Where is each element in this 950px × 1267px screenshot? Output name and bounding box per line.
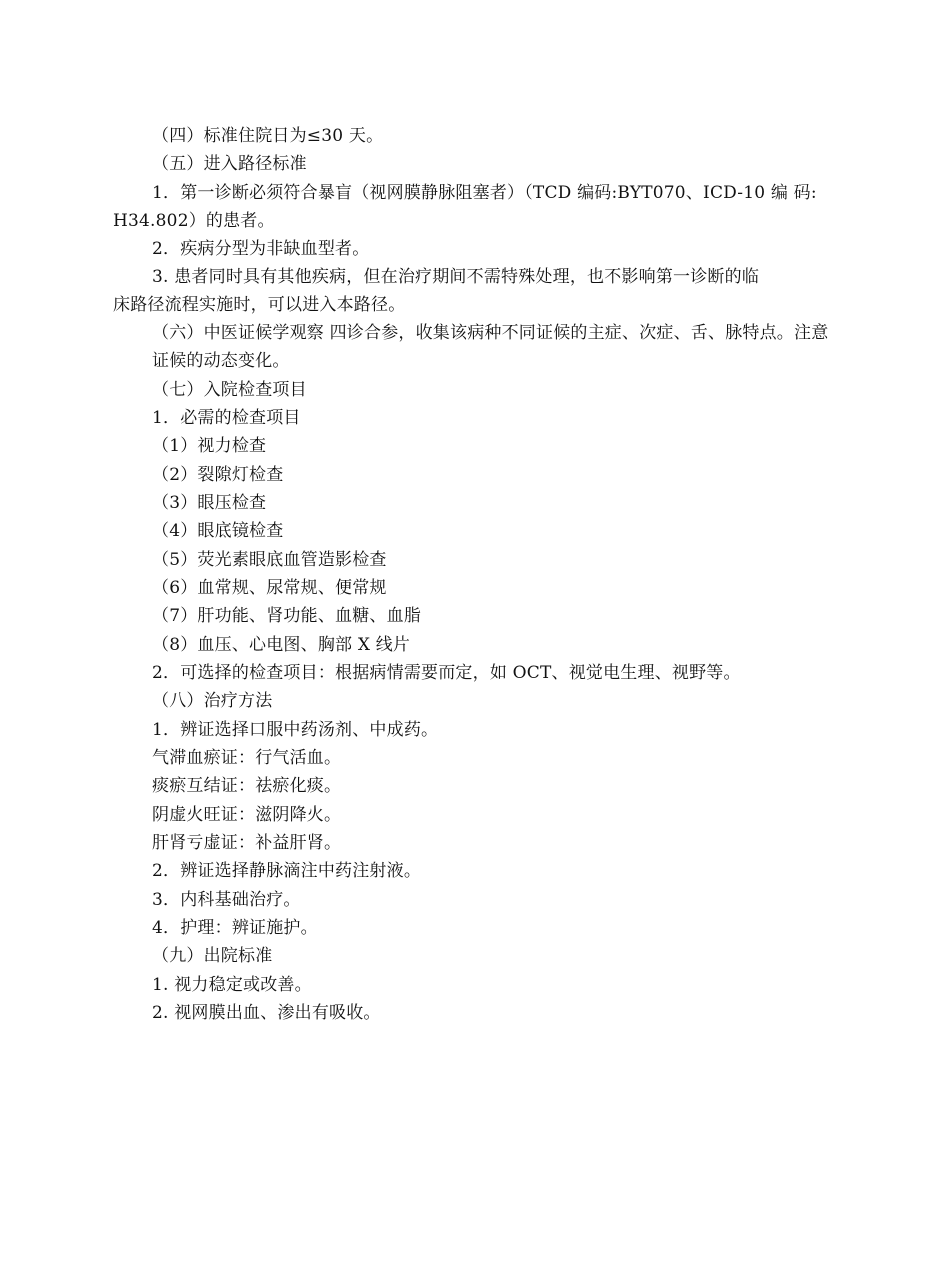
exam-item-6: （6）血常规、尿常规、便常规 [152, 578, 387, 598]
treatment-item-1: 1．辨证选择口服中药汤剂、中成药。 [152, 720, 439, 740]
syndrome-liver-kidney: 肝肾亏虚证：补益肝肾。 [152, 833, 342, 853]
syndrome-qi-stagnation: 气滞血瘀证：行气活血。 [152, 748, 342, 768]
entry-criterion-2: 2．疾病分型为非缺血型者。 [152, 239, 370, 259]
discharge-criterion-1: 1. 视力稳定或改善。 [152, 975, 312, 995]
section-entry-criteria-heading: （五）进入路径标准 [152, 154, 307, 174]
exam-item-5: （5）荧光素眼底血管造影检查 [152, 550, 387, 570]
syndrome-phlegm-stasis: 痰瘀互结证：祛瘀化痰。 [152, 776, 342, 796]
required-exams-heading: 1．必需的检查项目 [152, 408, 301, 428]
entry-criterion-3-continued: 床路径流程实施时，可以进入本路径。 [113, 295, 406, 315]
exam-item-7: （7）肝功能、肾功能、血糖、血脂 [152, 606, 422, 626]
section-discharge-heading: （九）出院标准 [152, 946, 273, 966]
treatment-item-2: 2．辨证选择静脉滴注中药注射液。 [152, 861, 422, 881]
section-hospital-stay: （四）标准住院日为≤30 天。 [152, 126, 384, 146]
entry-criterion-1: 1．第一诊断必须符合暴盲（视网膜静脉阻塞者）（TCD 编码:BYT070、ICD-10 编 码: [152, 183, 817, 203]
treatment-item-3: 3．内科基础治疗。 [152, 890, 301, 910]
section-admission-exams-heading: （七）入院检查项目 [152, 380, 307, 400]
entry-criterion-3: 3. 患者同时具有其他疾病，但在治疗期间不需特殊处理，也不影响第一诊断的临 [152, 267, 760, 287]
section-tcm-observation: （六）中医证候学观察 四诊合参，收集该病种不同证候的主症、次症、舌、脉特点。注意 [152, 323, 829, 343]
syndrome-yin-deficiency: 阴虚火旺证：滋阴降火。 [152, 805, 342, 825]
discharge-criterion-2: 2. 视网膜出血、渗出有吸收。 [152, 1003, 381, 1023]
section-treatment-heading: （八）治疗方法 [152, 691, 273, 711]
exam-item-3: （3）眼压检查 [152, 493, 267, 513]
treatment-item-4: 4．护理：辨证施护。 [152, 918, 318, 938]
exam-item-8: （8）血压、心电图、胸部 X 线片 [152, 635, 411, 655]
optional-exams: 2．可选择的检查项目：根据病情需要而定，如 OCT、视觉电生理、视野等。 [152, 663, 741, 683]
section-tcm-observation-continued: 证候的动态变化。 [152, 351, 290, 371]
exam-item-4: （4）眼底镜检查 [152, 521, 284, 541]
entry-criterion-1-continued: H34.802）的患者。 [113, 211, 275, 231]
exam-item-2: （2）裂隙灯检查 [152, 465, 284, 485]
exam-item-1: （1）视力检查 [152, 436, 267, 456]
